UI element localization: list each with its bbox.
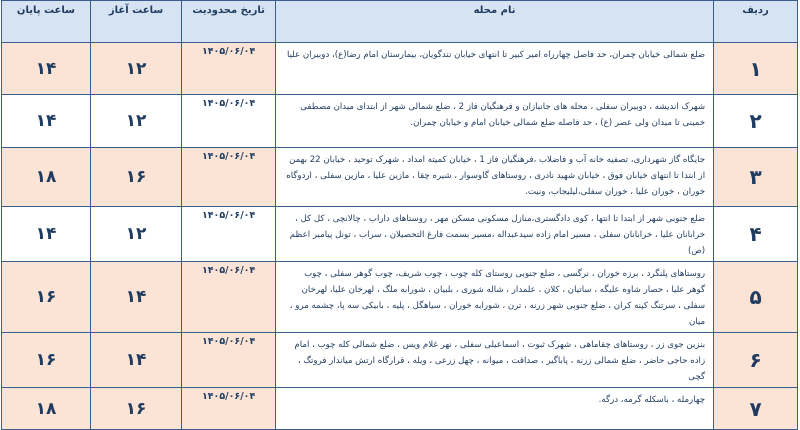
date-cell: ۱۴۰۵/۰۶/۰۴	[182, 95, 276, 148]
date-cell: ۱۴۰۵/۰۶/۰۴	[182, 43, 276, 95]
start-time-cell: ۱۴	[90, 262, 181, 333]
header-start-time: ساعت آغاز	[90, 1, 181, 43]
start-time-cell: ۱۴	[90, 333, 181, 388]
header-row	[2, 1, 798, 43]
location-cell: ضلع جنوبی شهر از ابتدا تا انتها ، کوی دادگستری،منازل مسکونی مسکن مهر ، روستاهای داراب ، چالانچی ، کل کل ، خرابانان علیا ، خرابانان سفلی ، مسیر امام زاده سیدعبداله ،مسیر بسمت فارغ التحصیلان ، سراب ، تونل پیامبر اعظم (ص)	[276, 207, 714, 262]
row-number: ۶	[714, 333, 798, 388]
date-cell: ۱۴۰۵/۰۶/۰۴	[182, 207, 276, 262]
start-time-cell: ۱۶	[90, 388, 181, 430]
row-number: ۲	[714, 95, 798, 148]
end-time-cell: ۱۴	[2, 95, 91, 148]
header-row-number: ردیف	[714, 1, 798, 43]
start-time-cell: ۱۲	[90, 207, 181, 262]
table-row	[2, 262, 798, 333]
header-date: تاریخ محدودیت	[182, 1, 276, 43]
table-row	[2, 43, 798, 95]
table-row	[2, 148, 798, 207]
end-time-cell: ۱۸	[2, 148, 91, 207]
start-time-cell: ۱۲	[90, 95, 181, 148]
date-cell: ۱۴۰۵/۰۶/۰۴	[182, 262, 276, 333]
end-time-cell: ۱۶	[2, 262, 91, 333]
end-time-cell: ۱۴	[2, 207, 91, 262]
location-cell: شهرک اندیشه ، دوبیران سفلی ، محله های جانبازان و فرهنگیان فاز 2 ، ضلع شمالی شهر از ابتدای میدان مصطفی خمینی تا میدان ولی عصر (ع) ، حد فاصله ضلع شمالی خیابان امام و خیابان چمران.	[276, 95, 714, 148]
header-end-time: ساعت پایان	[2, 1, 91, 43]
start-time-cell: ۱۲	[90, 43, 181, 95]
location-cell: جایگاه گاز شهرداری، تصفیه خانه آب و فاضلاب ،فرهنگیان فاز 1 ، خیابان کمیته امداد ، شهرک توحید ، خیابان 22 بهمن از ابتدا تا انتهای خیابان فوق ، خیابان شهید نادری ، روستاهای گاوسوار ، شیره چقا ، مازین علیا ، مازین سفلی ، اردوگاه خوران ، خوران علیا ، خوران سفلی،لیلیجاب، ونیت.	[276, 148, 714, 207]
row-number: ۱	[714, 43, 798, 95]
outage-table	[1, 0, 798, 430]
table-row	[2, 95, 798, 148]
row-number: ۴	[714, 207, 798, 262]
row-number: ۷	[714, 388, 798, 430]
table-row	[2, 333, 798, 388]
date-cell: ۱۴۰۵/۰۶/۰۴	[182, 333, 276, 388]
start-time-cell: ۱۶	[90, 148, 181, 207]
end-time-cell: ۱۶	[2, 333, 91, 388]
location-cell: بنزین جوی زر ، روستاهای چقاماهی ، شهرک ثبوت ، اسماعیلی سفلی ، نهر غلام ویس ، ضلع شمالی کله چوب ، امام زاده حاجی حاضر ، ضلع شمالی زرنه ، پاباگیر ، صداقت ، میوانه ، چهل زرعی ، ویله ، قرارگاه ارتش میاندار فروتگ ، گچی	[276, 333, 714, 388]
row-number: ۵	[714, 262, 798, 333]
outage-schedule	[1, 0, 799, 421]
location-cell: چهارمله ، باسکله گرمه، درگه.	[276, 388, 714, 430]
location-cell: روستاهای پلنگرد ، برزه خوران ، نرگسی ، ضلع جنوبی روستای کله چوب ، چوب شریف، چوب گوهر سفلی ، چوب گوهر علیا ، حصار شاوه علیگه ، ساتیان ، کلان ، علمدار ، شاله شوری ، بلبیان ، شورابه ملگ ، لهرخان علیا، لهرخان سفلی ، سرتنگ کپنه کران ، ضلع جنوبی شهر زرنه ، ترن ، شورابه خوران ، سیاهگل ، پلیه ، بابیکی سه پا، چشمه مرو ، میان	[276, 262, 714, 333]
date-cell: ۱۴۰۵/۰۶/۰۴	[182, 388, 276, 430]
date-cell: ۱۴۰۵/۰۶/۰۴	[182, 148, 276, 207]
location-cell: ضلع شمالی خیابان چمران، حد فاصل چهارراه امیر کبیر تا انتهای خیابان تندگویان، بیمارستان امام رضا(ع)، دوبیران علیا	[276, 43, 714, 95]
end-time-cell: ۱۸	[2, 388, 91, 430]
table-row	[2, 207, 798, 262]
end-time-cell: ۱۴	[2, 43, 91, 95]
row-number: ۳	[714, 148, 798, 207]
header-location: نام محله	[276, 1, 714, 43]
